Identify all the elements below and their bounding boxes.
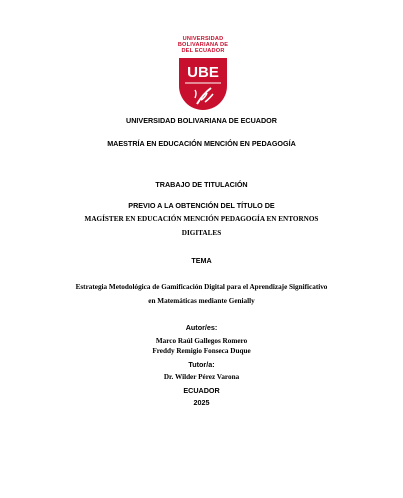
theme-line-1: Estrategia Metodológica de Gamificación Digital para el Aprendizaje Significativo bbox=[75, 283, 328, 291]
authors-label: Autor/es: bbox=[185, 323, 218, 332]
degree-line-2: MAGÍSTER EN EDUCACIÓN MENCIÓN PEDAGOGÍA EN ENTORNOS bbox=[84, 215, 319, 223]
year: 2025 bbox=[193, 398, 210, 407]
degree-line-3: DIGITALES bbox=[181, 229, 222, 237]
degree-line-1: PREVIO A LA OBTENCIÓN DEL TÍTULO DE bbox=[128, 201, 275, 210]
ube-shield-icon bbox=[177, 56, 229, 114]
author-2: Freddy Remigio Fonseca Duque bbox=[152, 347, 251, 355]
logo-acronym: UBE bbox=[187, 64, 219, 81]
theme-line-2: en Matemáticas mediante Genially bbox=[148, 297, 255, 305]
tutor-label: Tutor/a: bbox=[188, 360, 215, 369]
author-1: Marco Raúl Gallegos Romero bbox=[155, 337, 248, 345]
logo-text-line1: UNIVERSIDAD bbox=[182, 36, 224, 42]
theme-label: TEMA bbox=[191, 256, 212, 265]
program-name: MAESTRÍA EN EDUCACIÓN MENCIÓN EN PEDAGOGÍA bbox=[107, 139, 296, 148]
work-type: TRABAJO DE TITULACIÓN bbox=[155, 180, 248, 189]
logo-text-line3: DEL ECUADOR bbox=[181, 48, 225, 54]
logo-text-line2: BOLIVARIANA DE bbox=[177, 42, 229, 48]
university-name: UNIVERSIDAD BOLIVARIANA DE ECUADOR bbox=[126, 116, 277, 125]
tutor-name: Dr. Wilder Pérez Varona bbox=[163, 373, 240, 381]
university-logo bbox=[163, 34, 243, 114]
country: ECUADOR bbox=[183, 386, 220, 395]
